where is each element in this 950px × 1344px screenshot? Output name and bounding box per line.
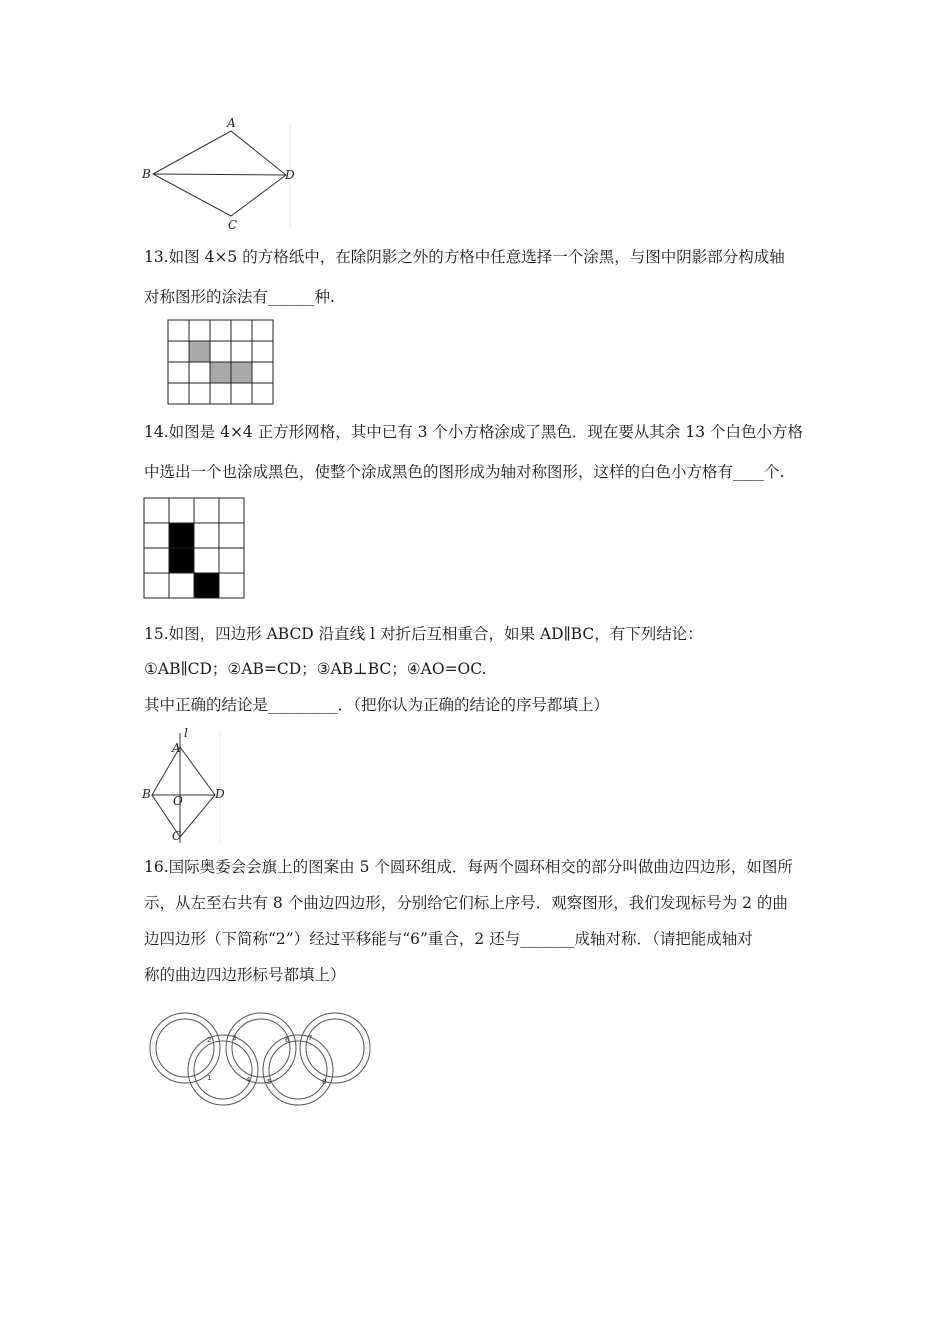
quadrilateral-abcd-figure (140, 115, 310, 235)
label-c: C (172, 829, 182, 843)
grid13-shaded-cell (189, 341, 210, 362)
rhombus-fold-figure (140, 725, 240, 845)
grid13-cell (252, 341, 273, 362)
question-14-line-2: 中选出一个也涂成黑色，使整个涂成黑色的图形成为轴对称图形，这样的白色小方格有____个. (144, 463, 785, 481)
question-15-line-3: 其中正确的结论是_________．（把你认为正确的结论的序号都填上） (144, 696, 610, 714)
ring-2 (226, 1013, 296, 1083)
region-number-1: 1 (207, 1074, 212, 1082)
question-13-line-2: 对称图形的涂法有______种. (144, 288, 335, 306)
question-16-line-2: 示，从左至右共有 8 个曲边四边形，分别给它们标上序号．观察图形，我们发现标号为 2 的曲 (144, 894, 788, 912)
ring-1 (150, 1013, 220, 1083)
grid14-cell (194, 523, 219, 548)
grid13-cell (168, 341, 189, 362)
grid13-cell (189, 320, 210, 341)
grid13-cell (168, 320, 189, 341)
diagonal-bd (153, 174, 286, 175)
question-14-line-1: 14.如图是 4×4 正方形网格，其中已有 3 个小方格涂成了黑色．现在要从其余 13 个白色小方格 (144, 423, 804, 441)
grid13-cell (168, 383, 189, 404)
region-number-5: 5 (267, 1078, 272, 1086)
grid14-cell (219, 523, 244, 548)
grid14-cell (169, 498, 194, 523)
question-15-line-2: ①AB∥CD；②AB=CD；③AB⊥BC；④AO=OC. (144, 660, 487, 678)
label-b: B (142, 167, 151, 181)
grid14-cell (144, 523, 169, 548)
grid14-cell (144, 548, 169, 573)
label-a: A (227, 116, 236, 130)
grid13-cell (210, 320, 231, 341)
grid13-cell (189, 383, 210, 404)
grid13-cell (231, 341, 252, 362)
question-13-line-1: 13.如图 4×5 的方格纸中，在除阴影之外的方格中任意选择一个涂黑，与图中阴影部分构成轴 (144, 248, 785, 266)
grid13-shaded-cell (210, 362, 231, 383)
olympic-rings-figure (145, 1010, 375, 1110)
region-number-7: 7 (308, 1034, 313, 1042)
label-a: A (172, 741, 181, 755)
question-16-line-3: 边四边形（下简称“2”）经过平移能与“6”重合，2 还与_______成轴对称．（请把能成轴对 (144, 930, 753, 948)
label-d: D (285, 168, 295, 182)
label-l: l (184, 726, 188, 740)
grid-4x5-figure (166, 318, 276, 406)
grid14-cell (219, 548, 244, 573)
label-d: D (215, 787, 225, 801)
region-number-6: 6 (285, 1036, 290, 1044)
label-b: B (142, 787, 151, 801)
grid14-cell (194, 498, 219, 523)
grid13-cell (210, 341, 231, 362)
region-number-2: 2 (207, 1036, 212, 1044)
grid-4x4-figure (143, 497, 246, 600)
grid14-cell (169, 573, 194, 598)
rhombus-outline (152, 747, 215, 837)
grid14-shaded-cell (169, 523, 194, 548)
grid13-cell (210, 383, 231, 404)
grid13-cell (189, 362, 210, 383)
region-number-3: 3 (232, 1034, 237, 1042)
ring-3 (300, 1013, 370, 1083)
question-16-line-1: 16.国际奥委会会旗上的图案由 5 个圆环组成．每两个圆环相交的部分叫做曲边四边形，如图所 (144, 858, 793, 876)
grid13-cell (252, 383, 273, 404)
grid14-cell (219, 573, 244, 598)
region-number-8: 8 (322, 1078, 327, 1086)
label-c: C (228, 218, 238, 232)
ring-4 (188, 1035, 258, 1105)
grid14-cell (144, 573, 169, 598)
question-15-line-1: 15.如图，四边形 ABCD 沿直线 l 对折后互相重合，如果 AD∥BC，有下列结论： (144, 625, 703, 643)
grid13-cell (168, 362, 189, 383)
grid13-cell (252, 320, 273, 341)
label-o: O (173, 794, 183, 808)
quadrilateral-outline (153, 131, 286, 216)
grid14-cell (219, 498, 244, 523)
grid14-shaded-cell (194, 573, 219, 598)
grid14-cell (194, 548, 219, 573)
question-16-line-4: 称的曲边四边形标号都填上） (144, 966, 346, 984)
grid13-shaded-cell (231, 362, 252, 383)
grid13-cell (231, 320, 252, 341)
grid14-shaded-cell (169, 548, 194, 573)
region-number-4: 4 (246, 1076, 251, 1084)
grid13-cell (252, 362, 273, 383)
grid13-cell (231, 383, 252, 404)
ring-5 (263, 1035, 333, 1105)
grid14-cell (144, 498, 169, 523)
